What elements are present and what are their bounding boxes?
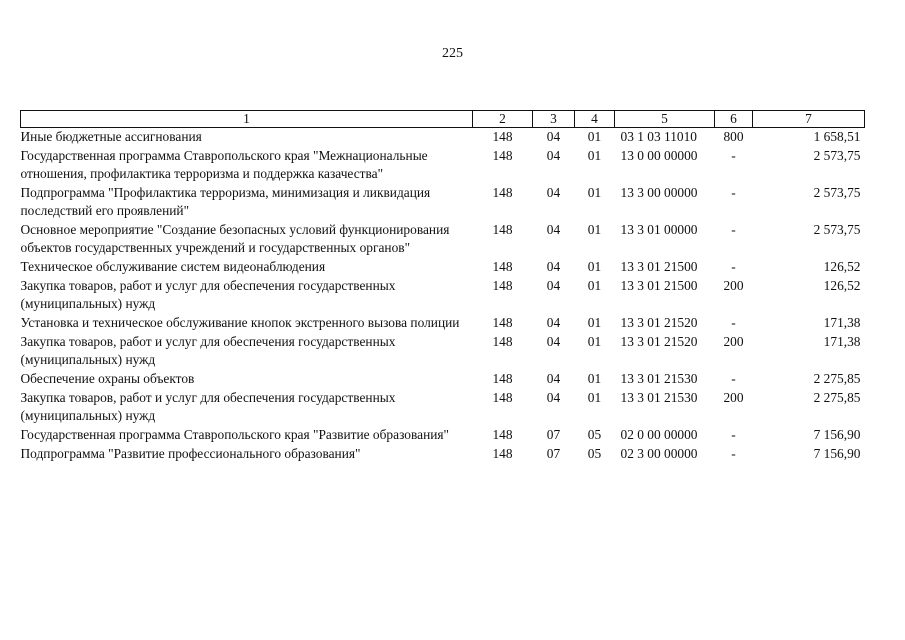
cell-name: Подпрограмма "Развитие профессионального образования" [20,446,361,461]
table-row [21,370,865,389]
cell-cs: 13 3 01 21530 [620,371,698,386]
cell-sum: 2 573,75 [813,222,861,237]
cell-rz: 04 [546,278,561,293]
cell-rz: 04 [546,259,561,274]
table-row [21,258,865,277]
cell-name: Государственная программа Ставропольского края "Развитие образования" [20,427,450,442]
cell-ved: 148 [492,446,513,461]
cell-ved: 148 [492,278,513,293]
cell-rz: 04 [546,334,561,349]
table-row [21,147,865,184]
cell-name: Государственная программа Ставропольского края "Межнациональные отношения, профилактика терроризма и поддержка казачества" [20,148,428,181]
cell-pr: 01 [587,185,602,200]
cell-vr: - [731,148,736,163]
cell-name: Основное мероприятие "Создание безопасных условий функционирования объектов государственных учреждений и государственных органов" [20,222,450,255]
cell-cs: 13 3 00 00000 [620,185,698,200]
page-number: 225 [442,46,463,61]
cell-cs: 13 3 01 21520 [620,315,698,330]
cell-name: Обеспечение охраны объектов [20,371,195,386]
cell-pr: 05 [587,446,602,461]
cell-rz: 04 [546,129,561,144]
table-row [21,221,865,258]
cell-vr: - [731,427,736,442]
cell-sum: 2 573,75 [813,148,861,163]
cell-cs: 13 3 01 21500 [620,278,698,293]
cell-ved: 148 [492,427,513,442]
cell-rz: 07 [546,446,561,461]
cell-ved: 148 [492,259,513,274]
cell-name: Техническое обслуживание систем видеонаблюдения [20,259,326,274]
cell-name: Закупка товаров, работ и услуг для обеспечения государственных (муниципальных) нужд [20,334,396,367]
cell-ved: 148 [492,185,513,200]
cell-rz: 04 [546,315,561,330]
cell-sum: 1 658,51 [813,129,861,144]
column-header-name: 1 [21,111,473,128]
cell-sum: 7 156,90 [813,427,861,442]
cell-vr: 800 [723,129,744,144]
column-header-sum: 7 [753,111,865,128]
cell-vr: - [731,315,736,330]
cell-ved: 148 [492,315,513,330]
table-row [21,184,865,221]
cell-rz: 04 [546,185,561,200]
cell-rz: 04 [546,222,561,237]
cell-rz: 07 [546,427,561,442]
cell-vr: 200 [723,390,744,405]
cell-sum: 2 573,75 [813,185,861,200]
cell-rz: 04 [546,371,561,386]
cell-cs: 02 3 00 00000 [620,446,698,461]
table-row [21,426,865,445]
cell-pr: 01 [587,390,602,405]
cell-vr: - [731,222,736,237]
column-header-rz: 3 [533,111,575,128]
table-row [21,314,865,333]
cell-name: Закупка товаров, работ и услуг для обеспечения государственных (муниципальных) нужд [20,390,396,423]
cell-pr: 05 [587,427,602,442]
cell-ved: 148 [492,222,513,237]
cell-sum: 126,52 [823,278,861,293]
cell-sum: 171,38 [823,315,861,330]
column-header-ved: 2 [473,111,533,128]
cell-sum: 2 275,85 [813,390,861,405]
cell-cs: 13 3 01 21520 [620,334,698,349]
cell-ved: 148 [492,148,513,163]
table-row [21,333,865,370]
cell-vr: 200 [723,334,744,349]
cell-name: Установка и техническое обслуживание кнопок экстренного вызова полиции [20,315,460,330]
budget-table [20,110,865,464]
cell-sum: 7 156,90 [813,446,861,461]
cell-ved: 148 [492,334,513,349]
cell-pr: 01 [587,259,602,274]
cell-pr: 01 [587,129,602,144]
cell-sum: 171,38 [823,334,861,349]
cell-pr: 01 [587,222,602,237]
column-header-vr: 6 [715,111,753,128]
cell-pr: 01 [587,278,602,293]
cell-sum: 126,52 [823,259,861,274]
cell-pr: 01 [587,371,602,386]
cell-pr: 01 [587,334,602,349]
cell-vr: - [731,259,736,274]
cell-ved: 148 [492,390,513,405]
cell-vr: 200 [723,278,744,293]
cell-cs: 13 3 01 21530 [620,390,698,405]
cell-name: Подпрограмма "Профилактика терроризма, минимизация и ликвидация последствий его проявлений" [20,185,431,218]
column-header-cs: 5 [615,111,715,128]
cell-name: Иные бюджетные ассигнования [20,129,202,144]
cell-vr: - [731,446,736,461]
cell-ved: 148 [492,371,513,386]
table-header-row [21,111,865,128]
cell-vr: - [731,371,736,386]
column-header-pr: 4 [575,111,615,128]
cell-rz: 04 [546,390,561,405]
cell-cs: 13 3 01 00000 [620,222,698,237]
cell-cs: 13 0 00 00000 [620,148,698,163]
table-row [21,128,865,148]
cell-name: Закупка товаров, работ и услуг для обеспечения государственных (муниципальных) нужд [20,278,396,311]
table-row [21,445,865,464]
cell-cs: 13 3 01 21500 [620,259,698,274]
cell-sum: 2 275,85 [813,371,861,386]
cell-vr: - [731,185,736,200]
table-row [21,389,865,426]
cell-ved: 148 [492,129,513,144]
cell-pr: 01 [587,148,602,163]
cell-pr: 01 [587,315,602,330]
cell-cs: 03 1 03 11010 [620,129,697,144]
cell-rz: 04 [546,148,561,163]
table-row [21,277,865,314]
cell-cs: 02 0 00 00000 [620,427,698,442]
